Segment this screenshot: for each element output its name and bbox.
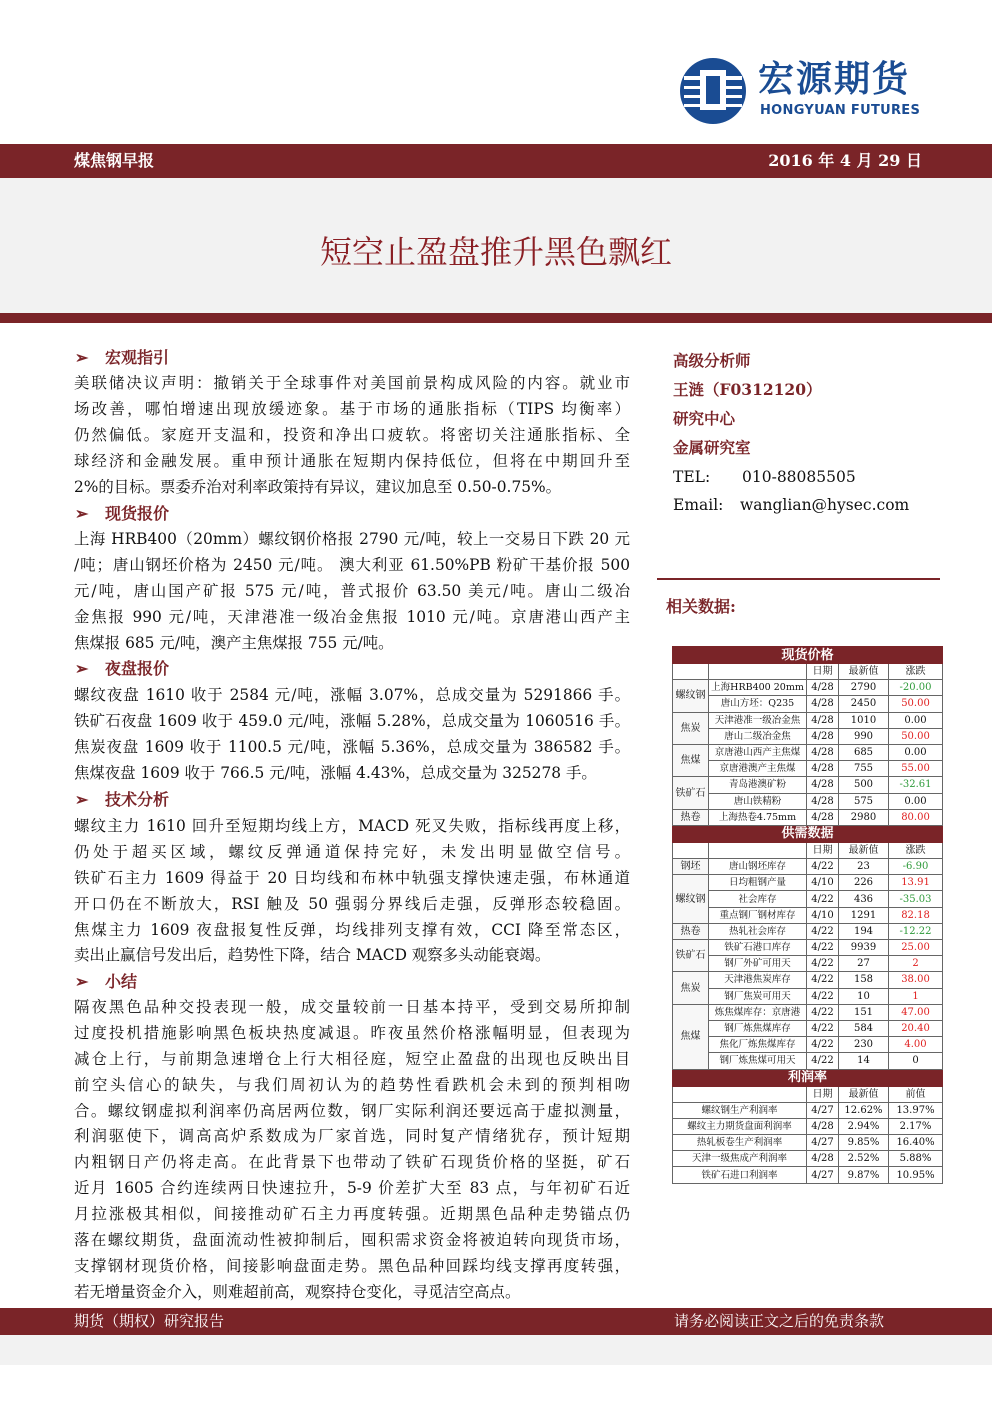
table-row — [673, 1118, 943, 1134]
table-change-cell: 50.00 — [889, 696, 943, 712]
table-date-cell: 4/28 — [807, 1118, 839, 1134]
table-value-cell: 23 — [839, 859, 889, 875]
report-type: 煤焦钢早报 — [74, 151, 155, 170]
table-section-title: 利润率 — [673, 1069, 943, 1086]
table-change-cell: 4.00 — [889, 1037, 943, 1053]
table-row — [673, 793, 943, 809]
table-row — [673, 809, 943, 825]
paragraph-line: 螺纹主力 1610 回升至短期均线上方，MACD 死叉失败，指标线再度上移， — [74, 817, 630, 835]
paragraph-line: 仍然偏低。家庭开支温和，投资和净出口疲软。将密切关注通胀指标、全 — [74, 425, 630, 444]
paragraph-line: 合。螺纹钢虚拟利润率仍高居两位数，钢厂实际利润还要远高于虚拟测量， — [74, 1101, 630, 1120]
table-row — [673, 728, 943, 744]
table-prev-cell: 13.97% — [889, 1102, 943, 1118]
table-row — [673, 680, 943, 696]
paragraph-line: /吨；唐山钢坯价格为 2450 元/吨。 澳大利亚 61.50%PB 粉矿干基价报 500 — [74, 555, 630, 574]
table-change-cell: 1 — [889, 988, 943, 1004]
table-item-name: 青岛港澳矿粉 — [709, 777, 807, 793]
analyst-name: 王涟（F0312120） — [673, 380, 822, 399]
paragraph-line: 美联储决议声明：撤销关于全球事件对美国前景构成风险的内容。就业市 — [74, 374, 630, 392]
table-date-cell: 4/22 — [807, 1020, 839, 1036]
paragraph-line: 卖出止赢信号发出后，趋势性下降，结合 MACD 观察多头动能衰竭。 — [74, 946, 551, 965]
analyst-tel-label: TEL: — [673, 468, 711, 486]
section-heading — [75, 658, 169, 680]
table-date-cell: 4/28 — [807, 1151, 839, 1167]
table-section-title: 现货价格 — [673, 647, 943, 664]
table-item-name: 螺纹主力期货盘面利润率 — [673, 1118, 807, 1134]
table-date-cell: 4/22 — [807, 956, 839, 972]
table-item-name: 铁矿石港口库存 — [709, 940, 807, 956]
section-heading-text: 现货报价 — [105, 504, 170, 523]
table-change-cell: 55.00 — [889, 761, 943, 777]
table-category-cell: 铁矿石 — [673, 777, 709, 809]
section-heading — [75, 789, 169, 811]
table-header-cell: 日期 — [807, 1086, 839, 1102]
analyst-title: 高级分析师 — [673, 351, 751, 370]
paragraph-line: 开口仍在不断放大，RSI 触及 50 强弱分界线后走强，反弹形态较稳固。 — [74, 894, 630, 913]
table-header-cell — [709, 842, 807, 858]
table-value-cell: 9.85% — [839, 1135, 889, 1151]
table-date-cell: 4/28 — [807, 728, 839, 744]
table-item-name: 上海HRB400 20mm — [709, 680, 807, 696]
table-item-name: 上海热卷4.75mm — [709, 809, 807, 825]
table-row — [673, 891, 943, 907]
table-date-cell: 4/28 — [807, 680, 839, 696]
table-change-cell: 38.00 — [889, 972, 943, 988]
paragraph-line: 月拉涨极其相似，间接推动矿石主力再度转强。近期黑色品种走势锚点仍 — [74, 1205, 630, 1224]
table-header-cell: 最新值 — [839, 664, 889, 680]
paragraph-line: 近月 1605 合约连续两日快速拉升，5-9 价差扩大至 83 点，与年初矿石近 — [74, 1179, 630, 1198]
table-change-cell: 80.00 — [889, 809, 943, 825]
table-value-cell: 9.87% — [839, 1167, 889, 1183]
table-section-row — [673, 647, 943, 664]
table-section-row — [673, 825, 943, 842]
title-divider — [0, 313, 992, 323]
table-value-cell: 230 — [839, 1037, 889, 1053]
table-header-row — [673, 664, 943, 680]
table-date-cell: 4/22 — [807, 940, 839, 956]
paragraph-line: 前空头信心的缺失，与我们周初认为的趋势性看跌机会未到的预判相吻 — [74, 1075, 630, 1094]
analyst-tel: 010-88085505 — [742, 468, 856, 486]
analyst-email-label: Email: — [673, 496, 724, 514]
paragraph-line: 若无增量资金介入，则难超前高，观察持仓变化，寻觅洁空高点。 — [74, 1282, 521, 1301]
table-date-cell: 4/22 — [807, 923, 839, 939]
table-date-cell: 4/27 — [807, 1102, 839, 1118]
table-header-cell: 最新值 — [839, 1086, 889, 1102]
table-row — [673, 696, 943, 712]
table-item-name: 社会库存 — [709, 891, 807, 907]
table-header-cell — [673, 842, 709, 858]
table-header-row — [673, 842, 943, 858]
table-item-name: 热轧板卷生产利润率 — [673, 1135, 807, 1151]
table-value-cell: 500 — [839, 777, 889, 793]
table-value-cell: 1010 — [839, 712, 889, 728]
table-row — [673, 1167, 943, 1183]
table-change-cell: 0.00 — [889, 744, 943, 760]
section-paragraph — [74, 683, 630, 787]
table-date-cell: 4/28 — [807, 809, 839, 825]
table-row — [673, 1053, 943, 1069]
table-row — [673, 761, 943, 777]
paragraph-line: 隔夜黑色品种交投表现一般，成交量较前一日基本持平，受到交易所抑制 — [74, 998, 630, 1016]
footer-report-type: 期货（期权）研究报告 — [74, 1312, 225, 1330]
table-category-cell: 螺纹钢 — [673, 680, 709, 712]
paragraph-line: 场改善，哪怕增速出现放缓迹象。基于市场的通胀指标（TIPS 均衡率） — [74, 399, 630, 418]
table-change-cell: -6.90 — [889, 859, 943, 875]
paragraph-line: 落在螺纹期货，盘面流动性被抑制后，囤积需求资金将被迫转向现货市场， — [74, 1231, 630, 1250]
table-item-name: 钢厂外矿可用天 — [709, 956, 807, 972]
paragraph-line: 2%的目标。票委乔治对利率政策持有异议，建议加息至 0.50-0.75%。 — [74, 477, 562, 496]
table-item-name: 日均粗钢产量 — [709, 875, 807, 891]
table-row — [673, 1151, 943, 1167]
table-category-cell: 热卷 — [673, 809, 709, 825]
footer-disclaimer: 请务必阅读正文之后的免责条款 — [673, 1312, 884, 1330]
table-value-cell: 685 — [839, 744, 889, 760]
table-date-cell: 4/28 — [807, 696, 839, 712]
table-change-cell: -20.00 — [889, 680, 943, 696]
section-paragraph — [74, 527, 630, 656]
table-item-name: 天津一级焦成产利润率 — [673, 1151, 807, 1167]
table-header-cell — [673, 664, 709, 680]
table-value-cell: 158 — [839, 972, 889, 988]
table-row — [673, 744, 943, 760]
table-row — [673, 988, 943, 1004]
table-change-cell: -32.61 — [889, 777, 943, 793]
section-heading-text: 技术分析 — [105, 790, 170, 809]
table-date-cell: 4/22 — [807, 988, 839, 1004]
related-data-label: 相关数据: — [666, 597, 736, 616]
paragraph-line: 内粗钢日产仍将走高。在此背景下也带动了铁矿石现货价格的坚挺，矿石 — [74, 1153, 630, 1172]
table-prev-cell: 2.17% — [889, 1118, 943, 1134]
table-value-cell: 12.62% — [839, 1102, 889, 1118]
paragraph-line: 支撑钢材现货价格，间接影响盘面走势。黑色品种回踩均线支撑再度转强， — [74, 1256, 630, 1275]
table-value-cell: 27 — [839, 956, 889, 972]
table-change-cell: 20.40 — [889, 1020, 943, 1036]
table-value-cell: 990 — [839, 728, 889, 744]
section-paragraph — [74, 814, 630, 969]
table-category-cell: 热卷 — [673, 923, 709, 939]
table-value-cell: 575 — [839, 793, 889, 809]
section-heading-text: 夜盘报价 — [105, 659, 170, 678]
table-prev-cell: 5.88% — [889, 1151, 943, 1167]
arrow-bullet-icon: ➢ — [75, 972, 89, 991]
paragraph-line: 减仓上行，与前期急速增仓上行大相径庭，短空止盈盘的出现也反映出目 — [74, 1049, 630, 1068]
table-change-cell: 0 — [889, 1053, 943, 1069]
table-change-cell: 50.00 — [889, 728, 943, 744]
table-header-cell: 日期 — [807, 664, 839, 680]
table-row — [673, 940, 943, 956]
paragraph-line: 过度投机措施影响黑色板块热度减退。昨夜虽然价格涨幅明显，但表现为 — [74, 1023, 630, 1042]
report-date: 2016 年 4 月 29 日 — [768, 151, 922, 170]
contact-divider — [657, 578, 940, 580]
market-data-table — [672, 646, 943, 1184]
table-header-cell: 涨跌 — [889, 664, 943, 680]
company-logo-mark — [678, 56, 748, 126]
table-row — [673, 1135, 943, 1151]
table-item-name: 螺纹钢生产利润率 — [673, 1102, 807, 1118]
table-header-cell: 最新值 — [839, 842, 889, 858]
table-value-cell: 2.94% — [839, 1118, 889, 1134]
table-change-cell: 25.00 — [889, 940, 943, 956]
table-value-cell: 1291 — [839, 907, 889, 923]
section-heading — [75, 503, 169, 525]
table-item-name: 唐山二级冶金焦 — [709, 728, 807, 744]
table-header-cell: 日期 — [807, 842, 839, 858]
section-paragraph — [74, 371, 630, 500]
section-heading-text: 宏观指引 — [105, 348, 170, 367]
table-date-cell: 4/28 — [807, 793, 839, 809]
table-date-cell: 4/22 — [807, 891, 839, 907]
table-date-cell: 4/10 — [807, 907, 839, 923]
table-section-row — [673, 1069, 943, 1086]
table-item-name: 钢厂焦炭可用天 — [709, 988, 807, 1004]
document-title: 短空止盈盘推升黑色飘红 — [319, 233, 672, 271]
table-date-cell: 4/22 — [807, 972, 839, 988]
table-date-cell: 4/27 — [807, 1135, 839, 1151]
table-item-name: 铁矿石进口利润率 — [673, 1167, 807, 1183]
table-change-cell: 13.91 — [889, 875, 943, 891]
table-item-name: 天津港准一级冶金焦 — [709, 712, 807, 728]
table-change-cell: -35.03 — [889, 891, 943, 907]
table-value-cell: 2.52% — [839, 1151, 889, 1167]
table-item-name: 钢厂炼焦煤可用天 — [709, 1053, 807, 1069]
paragraph-line: 上海 HRB400（20mm）螺纹钢价格报 2790 元/吨，较上一交易日下跌 20 元 — [74, 530, 630, 548]
analyst-dept: 研究中心 — [673, 409, 736, 428]
table-item-name: 炼焦煤库存：京唐港 — [709, 1004, 807, 1020]
table-item-name: 钢厂炼焦煤库存 — [709, 1020, 807, 1036]
arrow-bullet-icon: ➢ — [75, 659, 89, 678]
paragraph-line: 仍处于超买区域，螺纹反弹通道保持完好，未发出明显做空信号。 — [74, 842, 630, 861]
arrow-bullet-icon: ➢ — [75, 504, 89, 523]
table-category-cell: 焦煤 — [673, 1004, 709, 1069]
paragraph-line: 焦煤报 685 元/吨，澳产主焦煤报 755 元/吨。 — [74, 633, 394, 652]
table-date-cell: 4/10 — [807, 875, 839, 891]
table-value-cell: 584 — [839, 1020, 889, 1036]
paragraph-line: 焦炭夜盘 1609 收于 1100.5 元/吨，涨幅 5.36%，总成交量为 386582 手。 — [74, 737, 630, 756]
table-category-cell: 焦炭 — [673, 972, 709, 1004]
table-row — [673, 907, 943, 923]
company-name-cn: 宏源期货 — [758, 59, 911, 100]
table-value-cell: 436 — [839, 891, 889, 907]
section-paragraph — [74, 995, 630, 1306]
table-header-cell: 涨跌 — [889, 842, 943, 858]
table-value-cell: 194 — [839, 923, 889, 939]
table-date-cell: 4/22 — [807, 1037, 839, 1053]
table-row — [673, 923, 943, 939]
table-item-name: 天津港焦炭库存 — [709, 972, 807, 988]
table-change-cell: 82.18 — [889, 907, 943, 923]
paragraph-line: 铁矿石夜盘 1609 收于 459.0 元/吨，涨幅 5.28%，总成交量为 1060516 手。 — [74, 711, 630, 730]
table-date-cell: 4/28 — [807, 744, 839, 760]
table-value-cell: 9939 — [839, 940, 889, 956]
table-date-cell: 4/22 — [807, 1053, 839, 1069]
table-value-cell: 2980 — [839, 809, 889, 825]
table-row — [673, 859, 943, 875]
analyst-division: 金属研究室 — [673, 438, 751, 457]
table-row — [673, 712, 943, 728]
table-prev-cell: 16.40% — [889, 1135, 943, 1151]
table-value-cell: 151 — [839, 1004, 889, 1020]
table-category-cell: 螺纹钢 — [673, 875, 709, 924]
table-change-cell: 2 — [889, 956, 943, 972]
footer-gray-bar — [0, 1335, 992, 1365]
table-row — [673, 777, 943, 793]
table-category-cell: 焦煤 — [673, 744, 709, 776]
table-header-row — [673, 1086, 943, 1102]
table-category-cell: 焦炭 — [673, 712, 709, 744]
table-value-cell: 14 — [839, 1053, 889, 1069]
arrow-bullet-icon: ➢ — [75, 348, 89, 367]
table-change-cell: 47.00 — [889, 1004, 943, 1020]
table-item-name: 唐山钢坯库存 — [709, 859, 807, 875]
paragraph-line: 球经济和金融发展。重申预计通胀在短期内保持低位，但将在中期回升至 — [74, 451, 630, 470]
section-heading — [75, 347, 169, 369]
table-value-cell: 226 — [839, 875, 889, 891]
table-value-cell: 2450 — [839, 696, 889, 712]
table-row — [673, 1004, 943, 1020]
table-item-name: 唐山铁精粉 — [709, 793, 807, 809]
table-row — [673, 1037, 943, 1053]
table-change-cell: -12.22 — [889, 923, 943, 939]
table-prev-cell: 10.95% — [889, 1167, 943, 1183]
paragraph-line: 元/吨，唐山国产矿报 575 元/吨，普式报价 63.50 美元/吨。唐山二级冶 — [74, 581, 630, 600]
company-name-en: HONGYUAN FUTURES — [760, 103, 921, 118]
paragraph-line: 螺纹夜盘 1610 收于 2584 元/吨，涨幅 3.07%，总成交量为 5291866 手。 — [74, 686, 630, 704]
table-section-title: 供需数据 — [673, 825, 943, 842]
table-item-name: 京唐港山西产主焦煤 — [709, 744, 807, 760]
table-header-cell — [673, 1086, 807, 1102]
table-date-cell: 4/28 — [807, 761, 839, 777]
table-date-cell: 4/27 — [807, 1167, 839, 1183]
arrow-bullet-icon: ➢ — [75, 790, 89, 809]
table-item-name: 重点钢厂钢材库存 — [709, 907, 807, 923]
table-item-name: 焦化厂炼焦煤库存 — [709, 1037, 807, 1053]
table-header-cell: 前值 — [889, 1086, 943, 1102]
table-category-cell: 铁矿石 — [673, 940, 709, 972]
paragraph-line: 焦煤夜盘 1609 收于 766.5 元/吨，涨幅 4.43%，总成交量为 325278 手。 — [74, 763, 597, 782]
paragraph-line: 金焦报 990 元/吨，天津港准一级冶金焦报 1010 元/吨。京唐港山西产主 — [74, 607, 630, 626]
paragraph-line: 利润驱使下，调高高炉系数成为厂家首选，同时复产情绪犹存，预计短期 — [74, 1127, 630, 1146]
table-row — [673, 956, 943, 972]
table-item-name: 唐山方坯：Q235 — [709, 696, 807, 712]
section-heading — [75, 971, 137, 993]
paragraph-line: 焦煤主力 1609 夜盘报复性反弹，均线排列支撑有效，CCI 降至常态区， — [74, 920, 630, 939]
table-value-cell: 755 — [839, 761, 889, 777]
table-item-name: 京唐港澳产主焦煤 — [709, 761, 807, 777]
table-date-cell: 4/28 — [807, 712, 839, 728]
table-date-cell: 4/28 — [807, 777, 839, 793]
table-item-name: 热轧社会库存 — [709, 923, 807, 939]
table-row — [673, 1020, 943, 1036]
table-date-cell: 4/22 — [807, 859, 839, 875]
table-row — [673, 1102, 943, 1118]
table-category-cell: 钢坯 — [673, 859, 709, 875]
table-change-cell: 0.00 — [889, 793, 943, 809]
section-heading-text: 小结 — [105, 972, 138, 991]
paragraph-line: 铁矿石主力 1609 得益于 20 日均线和布林中轨强支撑快速走强，布林通道 — [74, 868, 630, 887]
table-change-cell: 0.00 — [889, 712, 943, 728]
table-date-cell: 4/22 — [807, 1004, 839, 1020]
table-row — [673, 875, 943, 891]
table-value-cell: 2790 — [839, 680, 889, 696]
analyst-email[interactable]: wanglian@hysec.com — [740, 496, 910, 514]
table-value-cell: 10 — [839, 988, 889, 1004]
table-header-cell — [709, 664, 807, 680]
table-row — [673, 972, 943, 988]
